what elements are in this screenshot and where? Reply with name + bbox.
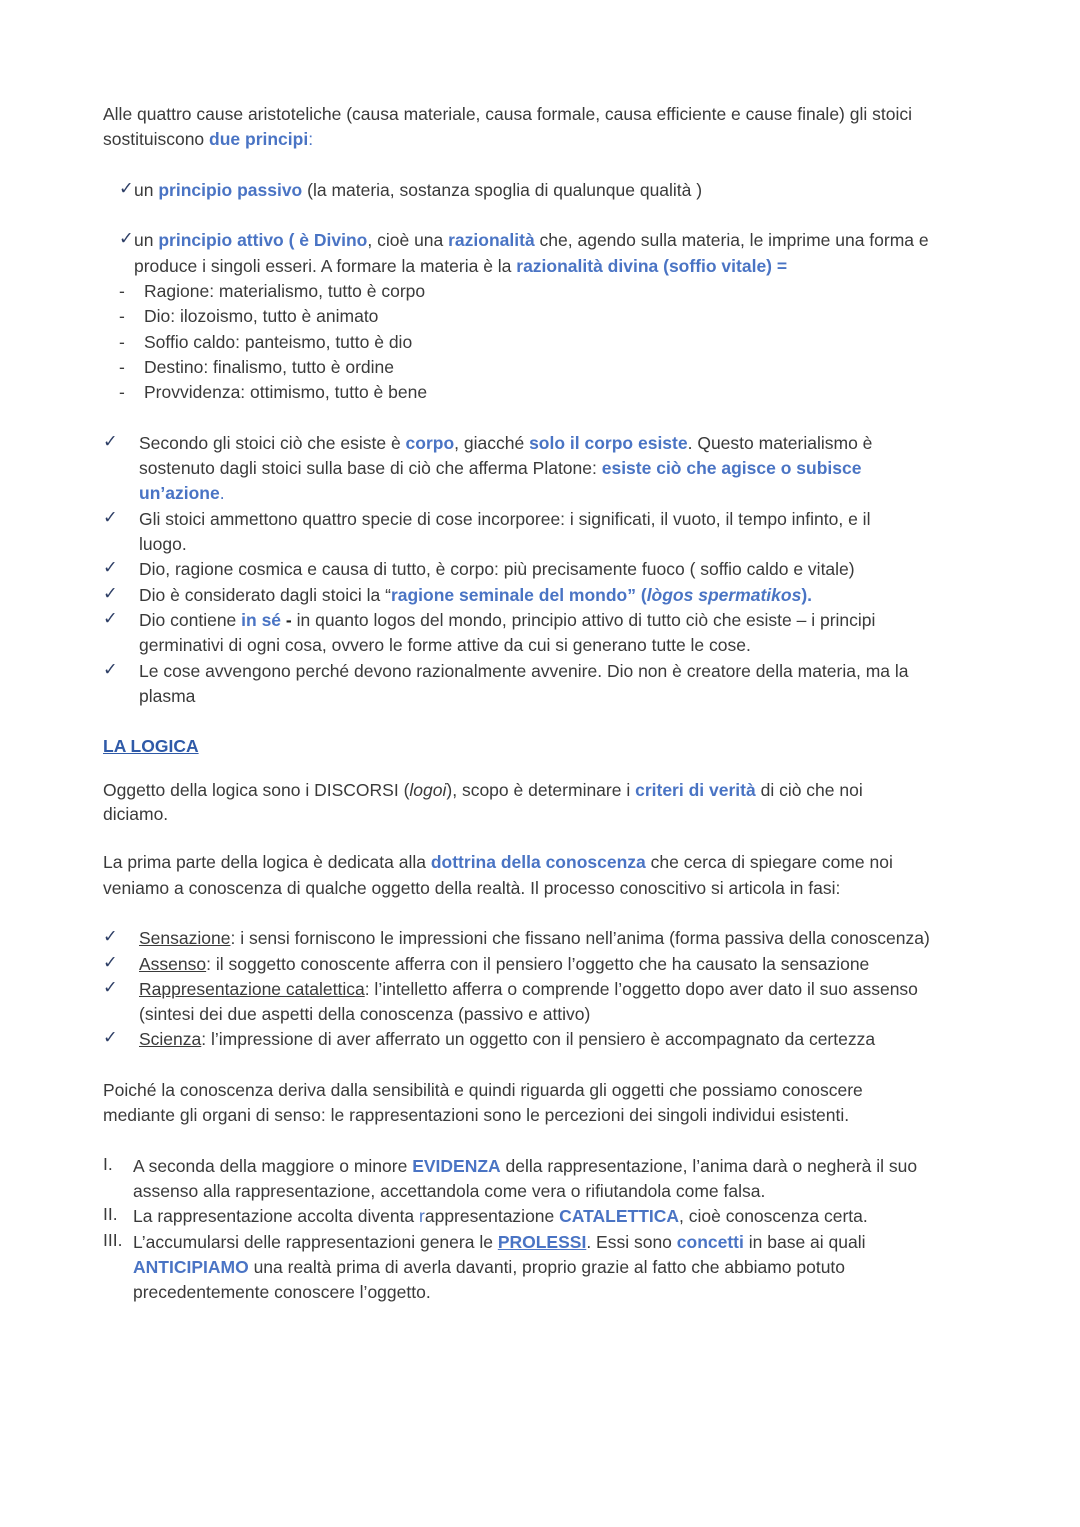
dash-bullet-icon: - <box>119 382 125 403</box>
principio-attivo-highlight: principio attivo ( è Divino <box>158 230 368 251</box>
intro-line-1: Alle quattro cause aristoteliche (causa materiale, causa formale, causa efficiente e cause finale) gli stoici <box>103 104 912 124</box>
list-number: I. <box>103 1153 113 1174</box>
check-list-item: ✓ Assenso: il soggetto conoscente afferra con il pensiero l’oggetto che ha causato la sensazione <box>103 951 870 974</box>
check-list-item: ✓ Dio è considerato dagli stoici la “ragione seminale del mondo” (lògos spermatikos). <box>103 582 813 605</box>
dash-list-item: - Destino: finalismo, tutto è ordine <box>103 355 983 380</box>
roman-numbered-list <box>103 1154 983 1306</box>
checkmark-icon: ✓ <box>103 658 118 679</box>
check-list-item: ✓ Dio contiene in sé - in quanto logos del mondo, principio attivo di tutto ciò che esiste – i principi germinativi di ogni cosa, ovvero le forme attive da cui si generano tutte le cose. <box>103 607 876 656</box>
dash-bullet-icon: - <box>119 306 125 327</box>
checkmark-icon: ✓ <box>103 951 118 972</box>
list-number: III. <box>103 1229 123 1250</box>
dash-list-item: - Provvidenza: ottimismo, tutto è bene <box>103 380 983 405</box>
numbered-list-item: I. A seconda della maggiore o minore EVIDENZA della rappresentazione, l’anima darà o negherà il suo assenso alla rappresentazione, accettandola come vera o rifiutandola come falsa. <box>103 1153 918 1202</box>
checkmark-icon: ✓ <box>103 582 118 603</box>
list-number: II. <box>103 1204 118 1225</box>
checkmark-icon: ✓ <box>103 506 118 527</box>
checkmark-icon: ✓ <box>103 926 118 947</box>
checkmark-icon: ✓ <box>103 1027 118 1048</box>
dash-bullet-icon: - <box>119 331 125 352</box>
numbered-list-item: II. La rappresentazione accolta diventa rappresentazione CATALETTICA, cioè conoscenza certa. <box>103 1204 868 1227</box>
numbered-list-item: III. L’accumularsi delle rappresentazioni genera le PROLESSI. Essi sono concetti in base ai quali ANTICIPIAMO una realtà prima di averla davanti, proprio grazie al fatto che abbiamo potuto precedentemente conoscere l’oggetto. <box>103 1229 866 1303</box>
checkmark-icon: ✓ <box>119 177 134 198</box>
intro-line-2: sostituiscono due principi: <box>103 129 314 150</box>
check-list-item: ✓ Le cose avvengono perché devono razionalmente avvenire. Dio non è creatore della materia, ma la plasma <box>103 658 909 706</box>
fasi-check-list <box>103 926 983 1052</box>
checkmark-icon: ✓ <box>103 430 118 451</box>
checkmark-icon: ✓ <box>103 557 118 578</box>
dash-list-item: - Dio: ilozoismo, tutto è animato <box>103 304 983 329</box>
dash-list-item: - Ragione: materialismo, tutto è corpo <box>103 279 983 304</box>
dash-list-item: - Soffio caldo: panteismo, tutto è dio <box>103 330 983 355</box>
principio-passivo-highlight: principio passivo <box>158 179 303 200</box>
dash-list <box>103 279 983 405</box>
checkmark-icon: ✓ <box>103 976 118 997</box>
dash-bullet-icon: - <box>119 356 125 377</box>
checkmark-icon: ✓ <box>119 228 134 249</box>
check-list-item: ✓ Rappresentazione catalettica: l’intelletto afferra o comprende l’oggetto dopo aver dato il suo assenso (sintesi dei due aspetti della conoscenza (passivo e attivo) <box>103 976 918 1025</box>
section-heading-logica: LA LOGICA <box>103 736 199 757</box>
principio-attivo-item: ✓ un principio attivo ( è Divino, cioè una razionalità che, agendo sulla materia, le imprime una forma e produce i singoli esseri. A formare la materia è la razionalità divina (soffio vitale) = <box>119 228 929 276</box>
logica-paragraph-2: La prima parte della logica è dedicata alla dottrina della conoscenza che cerca di spiegare come noi veniamo a conoscenza di qualche oggetto della realtà. Il processo conoscitivo si articola in fasi: <box>103 852 893 898</box>
stoici-check-list <box>103 431 983 709</box>
checkmark-icon: ✓ <box>103 607 118 628</box>
logica-paragraph-3: Poiché la conoscenza deriva dalla sensibilità e quindi riguarda gli oggetti che possiamo conoscere mediante gli organi di senso: le rappresentazioni sono le percezioni dei singoli individui esistenti. <box>103 1079 863 1126</box>
check-list-item: ✓ Secondo gli stoici ciò che esiste è corpo, giacché solo il corpo esiste. Questo materialismo è sostenuto dagli stoici sulla base di ciò che afferma Platone: esiste ciò che agisce o subisce un’azione. <box>103 430 873 504</box>
check-list-item: ✓ Scienza: l’impressione di aver afferrato un oggetto con il pensiero è accompagnato da certezza <box>103 1027 876 1050</box>
logica-paragraph-1: Oggetto della logica sono i DISCORSI (logoi), scopo è determinare i criteri di verità di ciò che noi diciamo. <box>103 779 863 825</box>
dash-bullet-icon: - <box>119 281 125 302</box>
principio-passivo-item: ✓ un principio passivo (la materia, sostanza spoglia di qualunque qualità ) <box>119 177 703 200</box>
document-page <box>103 102 983 1306</box>
check-list-item: ✓ Gli stoici ammettono quattro specie di cose incorporee: i significati, il vuoto, il tempo infinto, e il luogo. <box>103 506 871 555</box>
intro-paragraph <box>103 102 983 153</box>
check-list-item: ✓ Dio, ragione cosmica e causa di tutto, è corpo: più precisamente fuoco ( soffio caldo e vitale) <box>103 557 855 580</box>
due-principi-highlight: due principi <box>209 129 309 150</box>
check-list-item: ✓ Sensazione: i sensi forniscono le impressioni che fissano nell’anima (forma passiva della conoscenza) <box>103 926 930 949</box>
